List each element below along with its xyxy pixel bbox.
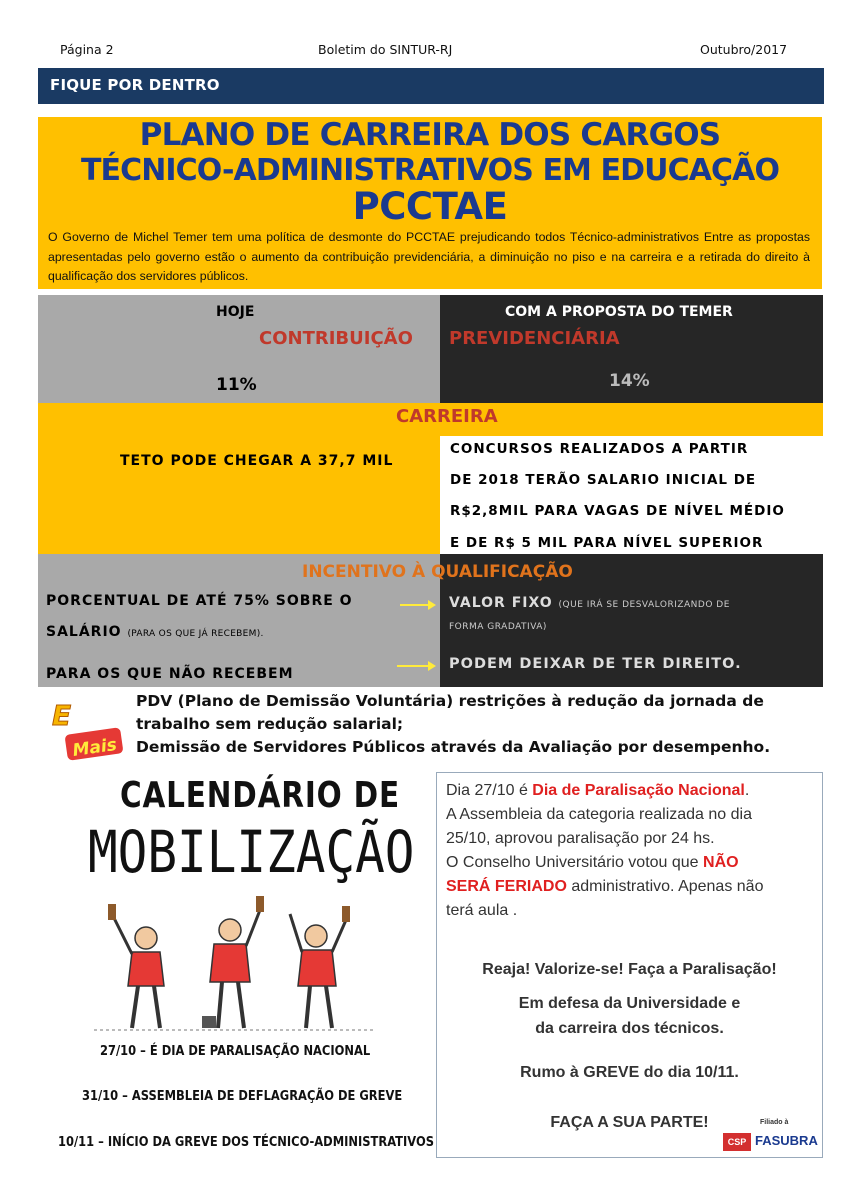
section-label: FIQUE POR DENTRO: [50, 76, 220, 94]
title-box: [38, 117, 822, 289]
qual-today-note: (PARA OS QUE JÁ RECEBEM).: [127, 629, 264, 639]
extras-line-3: Demissão de Servidores Públicos através da Avaliação por desempenho.: [136, 738, 771, 756]
info-line-5: [446, 875, 763, 899]
info-not: NÃO: [703, 854, 739, 871]
csp-logo: CSP: [723, 1133, 751, 1151]
extras-line-2: trabalho sem redução salarial;: [136, 715, 404, 733]
calendar-title-1: CALENDÁRIO DE: [120, 775, 400, 816]
painter-figure: [202, 896, 264, 1028]
career-proposal-line-4: E DE R$ 5 MIL PARA NÍVEL SUPERIOR: [450, 535, 764, 551]
section-bar: [38, 68, 824, 104]
painters-illustration: [84, 890, 384, 1040]
painter-figure: [290, 906, 350, 1028]
contrib-label-left: CONTRIBUIÇÃO: [259, 328, 413, 349]
strike-info-box: [436, 772, 823, 1158]
title-line-1: PLANO DE CARREIRA DOS CARGOS: [139, 117, 721, 153]
qual-title: INCENTIVO À QUALIFICAÇÃO: [302, 562, 573, 582]
qual-proposal-line-1: [449, 595, 730, 611]
contrib-value-proposal: 14%: [609, 371, 650, 391]
qual-proposal-note-a: (QUE IRÁ SE DESVALORIZANDO DE: [558, 600, 730, 610]
career-today-cell: [38, 403, 440, 554]
info-line-6: terá aula .: [446, 902, 518, 919]
issue-date: Outubro/2017: [700, 42, 788, 57]
page-number: Página 2: [60, 42, 114, 57]
title-line-3: PCCTAE: [352, 185, 508, 228]
career-today-text: TETO PODE CHEGAR A 37,7 MIL: [120, 453, 394, 469]
qual-proposal-fixed: VALOR FIXO: [449, 595, 553, 611]
info-line-4: [446, 851, 739, 875]
career-proposal-line-3: R$2,8MIL PARA VAGAS DE NÍVEL MÉDIO: [450, 503, 785, 519]
fasubra-logo: FASUBRA: [755, 1133, 818, 1148]
arrow-right-icon: [397, 665, 430, 667]
career-title: CARREIRA: [396, 406, 498, 427]
qual-proposal-note-b: FORMA GRADATIVA): [449, 622, 547, 632]
calendar-item-3: 10/11 – INÍCIO DA GREVE DOS TÉCNICO-ADMINISTRATIVOS: [58, 1134, 434, 1150]
info-slogan: Reaja! Valorize-se! Faça a Paralisação!: [482, 961, 777, 978]
e-mais-badge-mais: Mais: [71, 734, 119, 761]
qual-proposal-line-2: PODEM DEIXAR DE TER DIREITO.: [449, 656, 742, 672]
calendar-item-1: 27/10 – É DIA DE PARALISAÇÃO NACIONAL: [100, 1043, 371, 1059]
career-proposal-line-2: DE 2018 TERÃO SALARIO INICIAL DE: [450, 472, 757, 488]
arrow-right-icon: [400, 604, 430, 606]
extras-line-1: PDV (Plano de Demissão Voluntária) restrições à redução da jornada de: [136, 692, 764, 710]
affiliated-label: Filiado à: [760, 1119, 789, 1126]
info-admin: administrativo. Apenas não: [566, 878, 764, 895]
info-holiday: SERÁ FERIADO: [446, 878, 567, 895]
info-line-1: [446, 779, 749, 803]
info-period: .: [744, 782, 750, 799]
e-mais-badge: [46, 697, 128, 763]
info-defense-2: da carreira dos técnicos.: [535, 1020, 724, 1037]
contrib-value-today: 11%: [216, 375, 257, 395]
career-proposal-line-1: CONCURSOS REALIZADOS A PARTIR: [450, 441, 749, 457]
qual-today-line-2: [46, 624, 264, 640]
e-mais-badge-e: E: [52, 699, 72, 732]
info-line-2: A Assembleia da categoria realizada no dia: [446, 806, 752, 823]
painter-figure: [108, 904, 164, 1028]
calendar-title-2: MOBILIZAÇÃO: [88, 818, 415, 886]
info-strike-date: Rumo à GREVE do dia 10/11.: [520, 1064, 739, 1081]
extras-list: [136, 690, 770, 759]
qual-today-salary: SALÁRIO: [46, 624, 122, 640]
info-cta: FAÇA A SUA PARTE!: [550, 1114, 709, 1131]
qual-today-line-3: PARA OS QUE NÃO RECEBEM: [46, 666, 294, 682]
qual-today-line-1: PORCENTUAL DE ATÉ 75% SOBRE O: [46, 593, 353, 609]
info-line-3: 25/10, aprovou paralisação por 24 hs.: [446, 830, 715, 847]
title-line-2: TÉCNICO-ADMINISTRATIVOS EM EDUCAÇÃO: [80, 153, 780, 188]
calendar-item-2: 31/10 – ASSEMBLEIA DE DEFLAGRAÇÃO DE GREVE: [82, 1088, 403, 1104]
info-connector: é: [514, 782, 533, 799]
contrib-label-right: PREVIDENCIÁRIA: [449, 328, 620, 349]
bulletin-name: Boletim do SINTUR-RJ: [318, 42, 453, 57]
col-header-proposal: COM A PROPOSTA DO TEMER: [505, 304, 733, 320]
info-council: O Conselho Universitário votou que: [446, 854, 704, 871]
intro-paragraph: O Governo de Michel Temer tem uma política de desmonte do PCCTAE prejudicando todos Técnico-administrativos Entre as propostas apresentadas pelo governo estão o aumento da contribuição previdenciária, a diminuição no piso e na carreira e a retirada do direito à qualificação dos servidores públicos.: [48, 230, 810, 283]
info-strike-day: Dia de Paralisação Nacional: [532, 782, 745, 799]
info-defense-1: Em defesa da Universidade e: [518, 995, 741, 1012]
col-header-today: HOJE: [216, 304, 255, 320]
info-day: Dia 27/10: [446, 782, 515, 799]
